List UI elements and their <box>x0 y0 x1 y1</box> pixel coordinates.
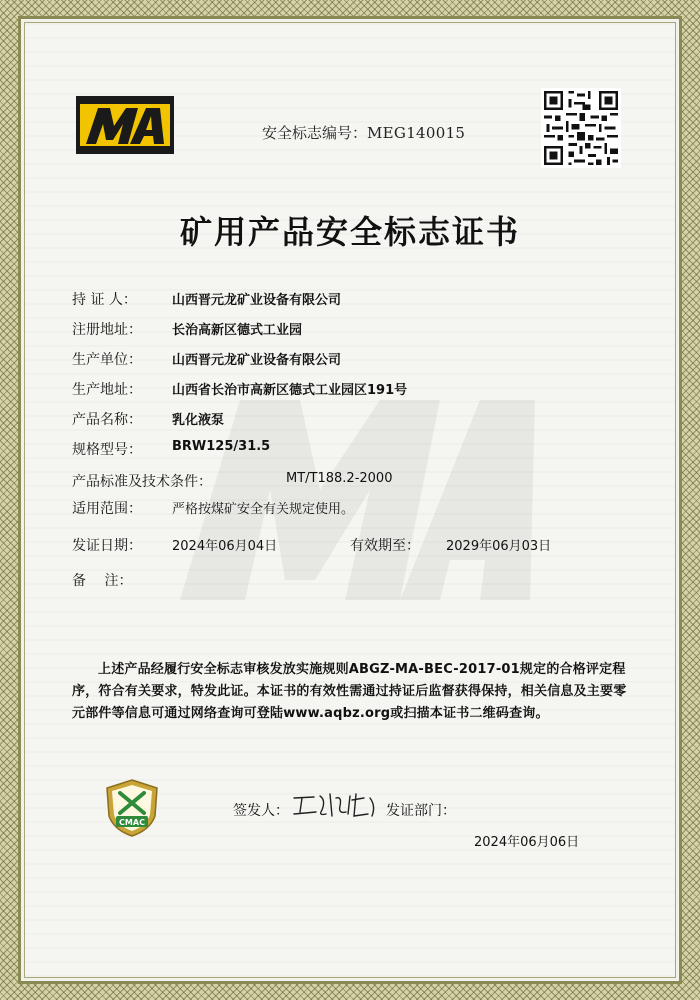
ma-logo-icon <box>76 96 174 154</box>
product-row <box>72 409 225 429</box>
reg-address-label: 注册地址： <box>72 322 142 338</box>
model-row <box>72 439 271 459</box>
producer-label: 生产单位： <box>72 352 142 368</box>
model-value: BRW125/31.5 <box>172 439 271 454</box>
scope-value: 严格按煤矿安全有关规定使用。 <box>172 502 355 517</box>
certificate-title: 矿用产品安全标志证书 <box>179 213 520 251</box>
valid-until-label: 有效期至： <box>350 538 420 554</box>
valid-until-value: 2029年06月03日 <box>446 539 552 554</box>
cmac-shield-icon <box>104 778 160 838</box>
holder-value: 山西晋元龙矿业设备有限公司 <box>172 293 342 308</box>
producer-value: 山西晋元龙矿业设备有限公司 <box>172 353 342 368</box>
cert-number <box>262 122 465 143</box>
issue-date-value: 2024年06月04日 <box>172 539 278 554</box>
prod-address-label: 生产地址： <box>72 382 142 398</box>
signer-label: 签发人： <box>233 803 289 819</box>
sign-date: 2024年06月06日 <box>474 835 580 850</box>
issuing-dept-label: 发证部门： <box>386 803 456 819</box>
issue-date-row <box>72 535 552 555</box>
holder-row <box>72 289 342 309</box>
cmac-text: CMAC <box>119 818 145 827</box>
cert-number-value: MEG140015 <box>367 124 466 142</box>
standard-value: MT/T188.2-2000 <box>286 471 393 486</box>
signature-icon <box>290 786 390 822</box>
prod-address-row <box>72 379 408 399</box>
model-label: 规格型号： <box>72 442 142 458</box>
standard-label: 产品标准及技术条件： <box>72 474 212 490</box>
cert-number-label: 安全标志编号： <box>262 124 368 142</box>
holder-label: 持 证 人： <box>72 292 137 308</box>
producer-row <box>72 349 342 369</box>
qr-code-icon[interactable] <box>541 88 621 168</box>
product-value: 乳化液泵 <box>172 413 225 428</box>
issue-date-label: 发证日期： <box>72 538 142 554</box>
reg-address-row <box>72 319 303 339</box>
remark-row <box>72 570 132 590</box>
product-label: 产品名称： <box>72 412 142 428</box>
reg-address-value: 长治高新区德式工业园 <box>172 323 303 338</box>
prod-address-value: 山西省长治市高新区德式工业园区191号 <box>172 383 408 398</box>
remark-label: 备 注： <box>72 573 133 589</box>
standard-row <box>72 471 393 491</box>
certificate-statement: 上述产品经履行安全标志审核发放实施规则ABGZ-MA-BEC-2017-01规定的合格评定程序，符合有关要求，特发此证。本证书的有效性需通过持证后监督获得保持，相关信息及主要零元部件等信息可通过网络查询可登陆www.aqbz.org或扫描本证书二维码查询。 <box>72 662 627 721</box>
scope-row <box>72 498 355 518</box>
scope-label: 适用范围： <box>72 501 142 517</box>
